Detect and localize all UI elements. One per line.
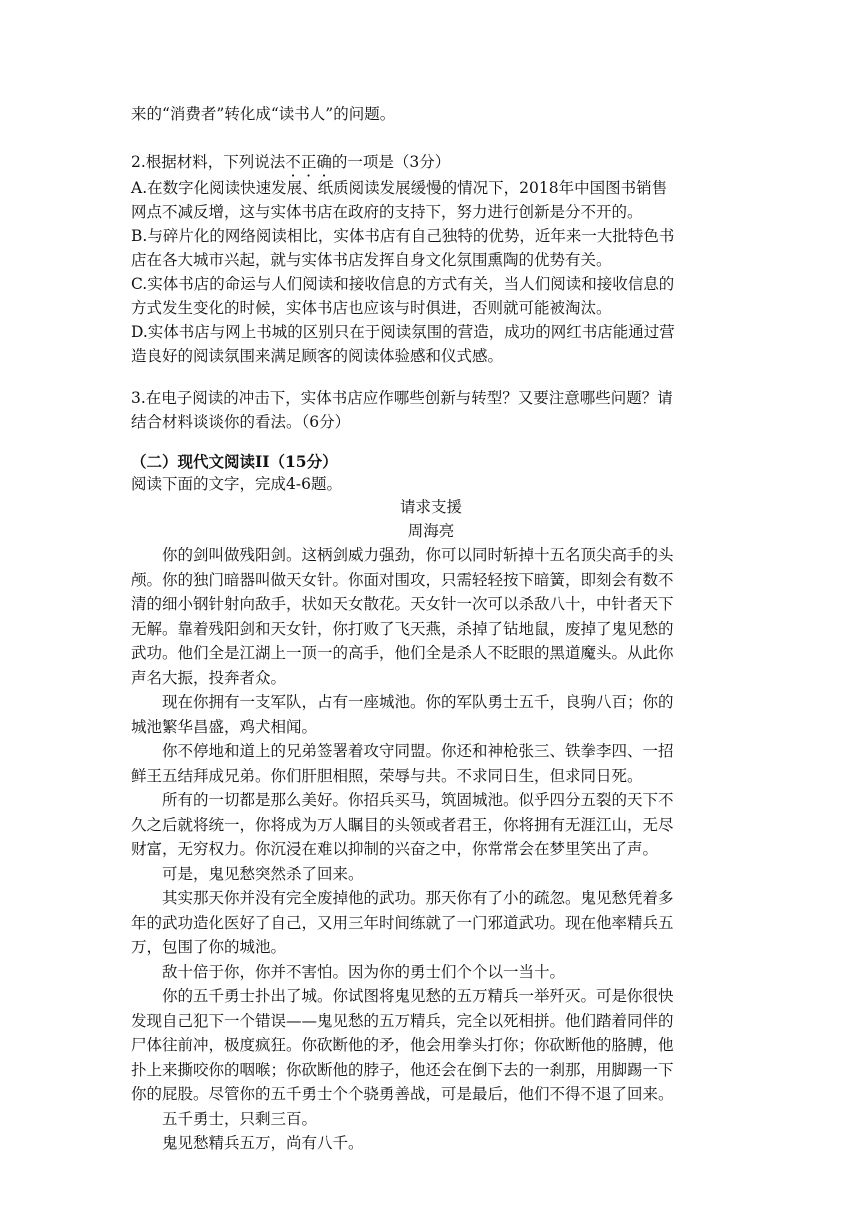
story-line: 现在你拥有一支军队，占有一座城池。你的军队勇士五千，良驹八百；你的 (162, 693, 674, 711)
story-line: 无解。靠着残阳剑和天女针，你打败了飞天燕，杀掉了钻地鼠，废掉了鬼见愁的 (131, 619, 674, 638)
story-line: 清的细小钢针射向敌手，状如天女散花。天女针一次可以杀敌八十，中针者天下 (131, 595, 674, 613)
story-line: 敌十倍于你，你并不害怕。因为你的勇士们个个以一当十。 (162, 962, 566, 981)
question-2-stem-start: 2.根据材料，下列说法 (131, 153, 286, 171)
story-line: 颅。你的独门暗器叫做天女针。你面对围攻，只需轻轻按下暗簧，即刻会有数不 (131, 570, 674, 589)
story-line: 财富，无穷权力。你沉浸在难以抑制的兴奋之中，你常常会在梦里笑出了声。 (131, 840, 659, 858)
emphasis-char: 确 (316, 153, 332, 171)
story-line: 声名大振，投奔者众。 (131, 668, 287, 687)
option-line: C.实体书店的命运与人们阅读和接收信息的方式有关，当人们阅读和接收信息的 (131, 275, 675, 293)
option-line: D.实体书店与网上书城的区别只在于阅读氛围的营造，成功的网红书店能通过营 (131, 323, 675, 341)
option-line: 网点不减反增，这与实体书店在政府的支持下，努力进行创新是分不开的。 (131, 203, 643, 221)
story-line: 其实那天你并没有完全废掉他的武功。那天你有了小的疏忽。鬼见愁凭着多 (162, 889, 674, 907)
story-line: 你的屁股。尽管你的五千勇士个个骁勇善战，可是最后，他们不得不退了回来。 (131, 1085, 674, 1103)
question-3-line: 3.在电子阅读的冲击下，实体书店应作哪些创新与转型？又要注意哪些问题？请 (131, 389, 673, 407)
story-line: 发现自己犯下一个错误——鬼见愁的五万精兵，完全以死相拼。他们踏着同伴的 (131, 1011, 674, 1030)
emphasis-char: 不 (285, 153, 301, 171)
section-instruction: 阅读下面的文字，完成4-6题。 (131, 475, 342, 493)
option-line: 方式发生变化的时候，实体书店也应该与时俱进，否则就可能被淘汰。 (131, 299, 612, 317)
story-line: 你不停地和道上的兄弟签署着攻守同盟。你还和神枪张三、铁拳李四、一招 (162, 742, 674, 760)
story-author: 周海亮 (407, 522, 455, 540)
story-line: 久之后就将统一，你将成为万人瞩目的头领或者君王，你将拥有无涯江山，无尽 (131, 815, 674, 834)
story-line: 扑上来撕咬你的咽喉；你砍断他的脖子，他还会在倒下去的一刹那，用脚踢一下 (131, 1060, 674, 1079)
option-line: A.在数字化阅读快速发展、纸质阅读发展缓慢的情况下，2018年中国图书销售 (131, 179, 668, 197)
story-line: 五千勇士，只剩三百。 (162, 1109, 318, 1128)
passage-tail: 来的“消费者”转化成“读书人”的问题。 (131, 105, 396, 123)
question-3-line: 结合材料谈谈你的看法。（6分） (131, 413, 351, 431)
story-line: 你的五千勇士扑出了城。你试图将鬼见愁的五万精兵一举歼灭。可是你很快 (162, 987, 674, 1005)
story-line: 万，包围了你的城池。 (131, 938, 287, 956)
story-line: 尸体往前冲，极度疯狂。你砍断他的矛，他会用拳头打你；你砍断他的胳膊，他 (131, 1036, 674, 1054)
section-heading: （二）现代文阅读II（15分） (131, 452, 338, 471)
story-line: 城池繁华昌盛，鸡犬相闻。 (131, 717, 318, 736)
option-line: 店在各大城市兴起，就与实体书店发挥自身文化氛围熏陶的优势有关。 (131, 251, 612, 269)
question-2-stem (131, 150, 731, 174)
option-line: 造良好的阅读氛围来满足顾客的阅读体验感和仪式感。 (131, 347, 504, 365)
story-title: 请求支援 (399, 498, 462, 516)
story-line: 鬼见愁精兵五万，尚有八千。 (162, 1134, 364, 1152)
emphasis-char: 正 (300, 153, 317, 171)
story-line: 所有的一切都是那么美好。你招兵买马，筑固城池。似乎四分五裂的天下不 (162, 791, 674, 809)
story-line: 你的剑叫做残阳剑。这柄剑威力强劲，你可以同时斩掉十五名顶尖高手的头 (162, 546, 674, 564)
story-line: 武功。他们全是江湖上一顶一的高手，他们全是杀人不眨眼的黑道魔头。从此你 (131, 644, 674, 662)
story-line: 鲜王五结拜成兄弟。你们肝胆相照，荣辱与共。不求同日生，但求同日死。 (131, 766, 643, 785)
question-2-stem-end: 的一项是（3分） (331, 153, 451, 171)
story-line: 年的武功造化医好了自己，又用三年时间练就了一门邪道武功。现在他率精兵五 (131, 913, 674, 932)
option-line: B.与碎片化的网络阅读相比，实体书店有自己独特的优势，近年来一大批特色书 (131, 227, 675, 245)
story-line: 可是，鬼见愁突然杀了回来。 (162, 864, 364, 883)
